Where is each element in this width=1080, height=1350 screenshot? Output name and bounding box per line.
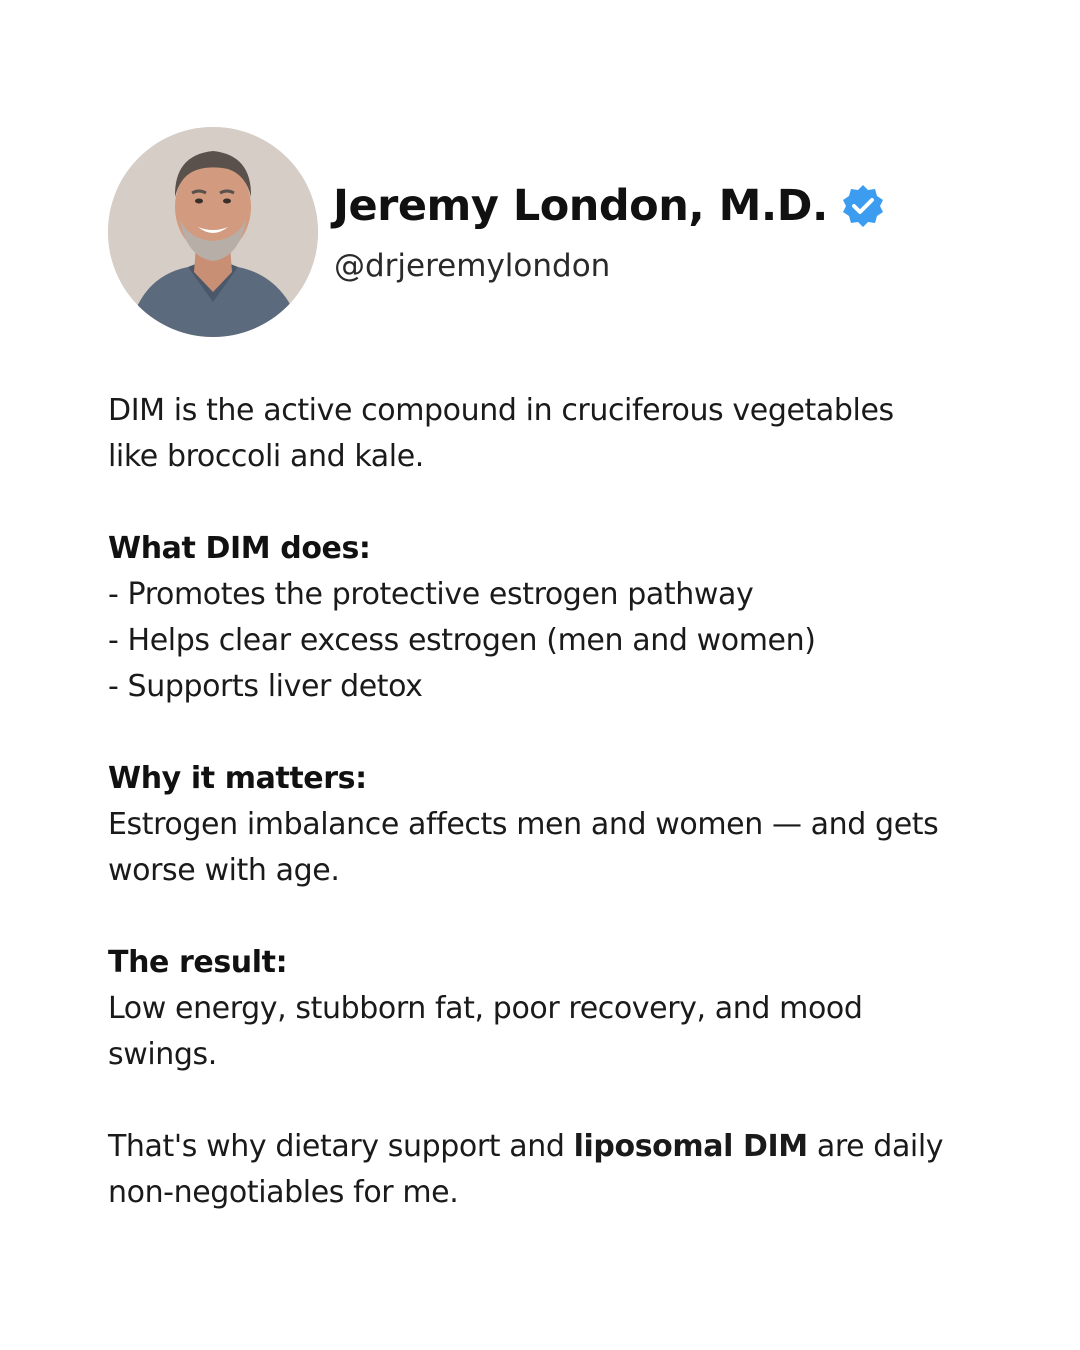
post-body [108, 388, 988, 1216]
closing-line-2: non-negotiables for me. [108, 1175, 459, 1210]
list-item: - Supports liver detox [108, 669, 423, 704]
profile-photo [108, 127, 318, 337]
intro-line-1: DIM is the active compound in cruciferous vegetables [108, 393, 894, 428]
intro-text [108, 388, 988, 480]
result-text [108, 986, 988, 1078]
section-heading-result: The result: [108, 945, 288, 980]
name-row [333, 176, 886, 236]
list-item: - Helps clear excess estrogen (men and women) [108, 623, 816, 658]
closing-bold: liposomal DIM [573, 1129, 808, 1164]
section-heading-what: What DIM does: [108, 531, 371, 566]
profile-name[interactable]: Jeremy London, M.D. [333, 181, 828, 231]
section-heading-why: Why it matters: [108, 761, 367, 796]
intro-line-2: like broccoli and kale. [108, 439, 424, 474]
profile-handle[interactable]: @drjeremylondon [334, 248, 611, 284]
closing-before: That's why dietary support and [108, 1129, 574, 1164]
result-line-1: Low energy, stubborn fat, poor recovery, and mood [108, 991, 863, 1026]
why-text [108, 802, 988, 894]
avatar[interactable] [108, 127, 318, 337]
closing-text [108, 1124, 988, 1216]
why-line-2: worse with age. [108, 853, 340, 888]
list-item: - Promotes the protective estrogen pathway [108, 577, 754, 612]
verified-badge-icon [840, 183, 886, 229]
result-line-2: swings. [108, 1037, 217, 1072]
closing-after: are daily [807, 1129, 944, 1164]
why-line-1: Estrogen imbalance affects men and women — and gets [108, 807, 939, 842]
